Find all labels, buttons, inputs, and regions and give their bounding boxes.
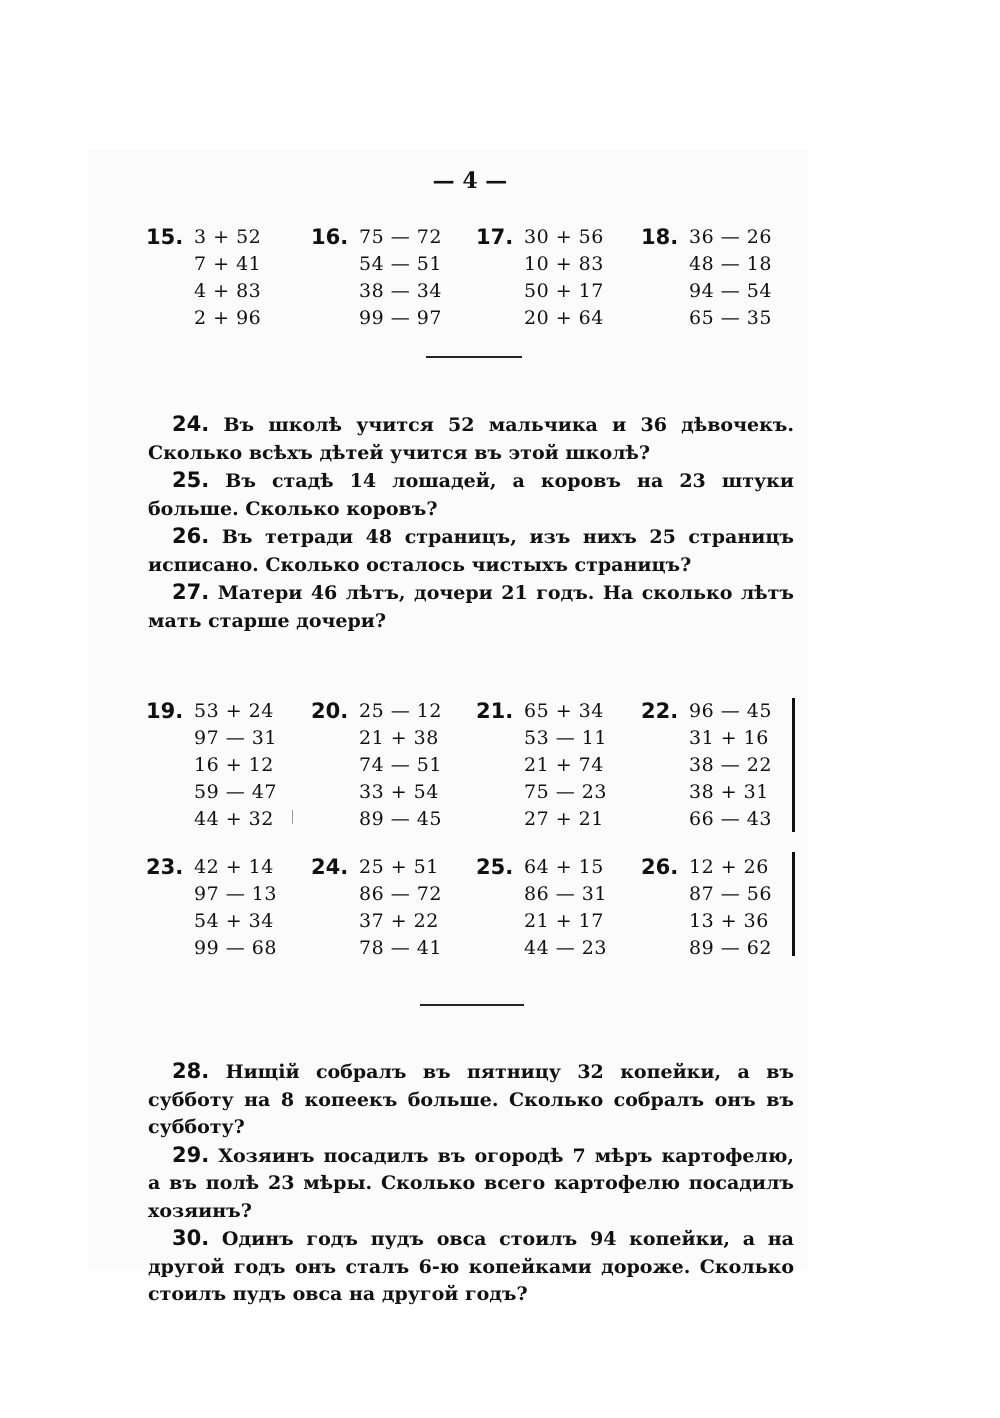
exercise-number: 17.: [476, 225, 514, 249]
exercise-item: 20 + 64: [524, 307, 604, 329]
exercise-item: 16 + 12: [194, 754, 274, 776]
exercise-number: 19.: [146, 699, 184, 723]
word-problem: [148, 523, 794, 579]
word-problem: [148, 411, 794, 467]
exercise-item: 44 — 23: [524, 937, 607, 959]
exercise-item: 25 — 12: [359, 700, 442, 722]
exercise-item: 42 + 14: [194, 856, 274, 878]
exercise-item: 21 + 38: [359, 727, 439, 749]
exercise-block: [476, 854, 641, 962]
exercise-items: [359, 854, 442, 962]
exercise-item: 87 — 56: [689, 883, 772, 905]
exercise-group-3: [146, 854, 806, 962]
problem-number: 29.: [172, 1142, 210, 1167]
exercise-block: [641, 224, 806, 332]
exercise-number: 21.: [476, 699, 514, 723]
exercise-item: 86 — 72: [359, 883, 442, 905]
problem-text: Въ тетради 48 страницъ, изъ нихъ 25 страницъ исписано. Сколько осталось чистыхъ страницъ?: [148, 526, 794, 576]
exercise-item: 50 + 17: [524, 280, 604, 302]
exercise-item: 31 + 16: [689, 727, 769, 749]
problem-text: Въ школѣ учится 52 мальчика и 36 дѣвочекъ. Сколько всѣхъ дѣтей учится въ этой школѣ?: [148, 414, 794, 464]
exercise-item: 97 — 31: [194, 727, 277, 749]
problem-number: 24.: [172, 412, 210, 436]
exercise-item: 99 — 97: [359, 307, 442, 329]
exercise-item: 38 + 31: [689, 781, 769, 803]
exercise-block: [311, 224, 476, 332]
exercise-block: [311, 698, 476, 833]
exercise-item: 25 + 51: [359, 856, 439, 878]
exercise-item: 54 + 34: [194, 910, 274, 932]
exercise-item: 4 + 83: [194, 280, 262, 302]
exercise-item: 2 + 96: [194, 307, 262, 329]
exercise-items: [524, 224, 604, 332]
exercise-item: 21 + 74: [524, 754, 604, 776]
exercise-items: [689, 854, 772, 962]
exercise-item: 33 + 54: [359, 781, 439, 803]
exercise-number: 18.: [641, 225, 679, 249]
exercise-number: 25.: [476, 855, 514, 879]
exercise-item: 64 + 15: [524, 856, 604, 878]
problem-text: Одинъ годъ пудъ овса стоилъ 94 копейки, а на другой годъ онъ сталъ 6-ю копейками дороже. Сколько стоилъ пудъ овса на другой годъ?: [148, 1228, 794, 1305]
problem-text: Матери 46 лѣтъ, дочери 21 годъ. На сколько лѣтъ мать старше дочери?: [148, 582, 794, 632]
exercise-group-2: [146, 698, 806, 833]
exercise-item: 97 — 13: [194, 883, 277, 905]
margin-bar: [792, 852, 795, 956]
exercise-item: 78 — 41: [359, 937, 442, 959]
word-problems-1: [148, 411, 794, 635]
problem-number: 28.: [172, 1059, 210, 1083]
exercise-item: 65 + 34: [524, 700, 604, 722]
exercise-block: [311, 854, 476, 962]
exercise-items: [524, 854, 607, 962]
exercise-item: 75 — 23: [524, 781, 607, 803]
problem-text: Въ стадѣ 14 лошадей, а коровъ на 23 штуки больше. Сколько коровъ?: [148, 470, 794, 520]
exercise-block: [641, 854, 806, 962]
exercise-items: [194, 224, 261, 332]
exercise-block: [641, 698, 806, 833]
exercise-number: 15.: [146, 225, 184, 249]
word-problems-2: [148, 1058, 794, 1309]
exercise-item: 3 + 52: [194, 226, 262, 248]
exercise-item: 10 + 83: [524, 253, 604, 275]
problem-text: Хозяинъ посадилъ въ огородѣ 7 мѣръ картофелю, а въ полѣ 23 мѣры. Сколько всего картофелю посадилъ хозяинъ?: [148, 1144, 794, 1222]
exercise-number: 16.: [311, 225, 349, 249]
word-problem: [148, 1058, 794, 1142]
exercise-items: [194, 698, 277, 833]
exercise-items: [359, 698, 442, 833]
section-divider: [420, 1004, 524, 1006]
margin-bar: [792, 698, 795, 832]
exercise-item: 21 + 17: [524, 910, 604, 932]
exercise-item: 38 — 22: [689, 754, 772, 776]
problem-number: 27.: [172, 580, 210, 604]
section-divider: [426, 356, 522, 358]
exercise-item: 86 — 31: [524, 883, 607, 905]
exercise-number: 23.: [146, 855, 184, 879]
exercise-block: [146, 854, 311, 962]
word-problem: [148, 579, 794, 635]
exercise-items: [524, 698, 607, 833]
exercise-items: [689, 224, 772, 332]
exercise-number: 22.: [641, 699, 679, 723]
exercise-item: 53 + 24: [194, 700, 274, 722]
exercise-block: [146, 224, 311, 332]
exercise-item: 89 — 62: [689, 937, 772, 959]
exercise-item: 89 — 45: [359, 808, 442, 830]
exercise-item: 36 — 26: [689, 226, 772, 248]
exercise-item: 37 + 22: [359, 910, 439, 932]
exercise-item: 74 — 51: [359, 754, 442, 776]
exercise-group-1: [146, 224, 806, 332]
exercise-item: 66 — 43: [689, 808, 772, 830]
exercise-number: 26.: [641, 855, 679, 879]
exercise-block: [476, 698, 641, 833]
exercise-item: 99 — 68: [194, 937, 277, 959]
exercise-item: 30 + 56: [524, 226, 604, 248]
exercise-item: 27 + 21: [524, 808, 604, 830]
exercise-item: 75 — 72: [359, 226, 442, 248]
exercise-item: 96 — 45: [689, 700, 772, 722]
exercise-items: [359, 224, 442, 332]
exercise-item: 54 — 51: [359, 253, 442, 275]
print-mark: [292, 810, 293, 824]
exercise-item: 44 + 32: [194, 808, 274, 830]
exercise-item: 12 + 26: [689, 856, 769, 878]
page-number: — 4 —: [432, 168, 508, 194]
exercise-item: 53 — 11: [524, 727, 607, 749]
word-problem: [148, 467, 794, 523]
word-problem: [148, 1225, 794, 1309]
exercise-item: 13 + 36: [689, 910, 769, 932]
exercise-item: 65 — 35: [689, 307, 772, 329]
exercise-item: 59 — 47: [194, 781, 277, 803]
exercise-items: [194, 854, 277, 962]
exercise-items: [689, 698, 772, 833]
problem-number: 26.: [172, 524, 210, 548]
exercise-item: 7 + 41: [194, 253, 262, 275]
problem-number: 25.: [172, 468, 210, 492]
exercise-block: [146, 698, 311, 833]
exercise-item: 38 — 34: [359, 280, 442, 302]
exercise-item: 48 — 18: [689, 253, 772, 275]
exercise-block: [476, 224, 641, 332]
exercise-number: 20.: [311, 699, 349, 723]
problem-number: 30.: [172, 1226, 210, 1250]
exercise-item: 94 — 54: [689, 280, 772, 302]
exercise-number: 24.: [311, 855, 349, 879]
problem-text: Нищій собралъ въ пятницу 32 копейки, а въ субботу на 8 копеекъ больше. Сколько собралъ онъ въ субботу?: [148, 1061, 795, 1138]
word-problem: [148, 1142, 794, 1226]
